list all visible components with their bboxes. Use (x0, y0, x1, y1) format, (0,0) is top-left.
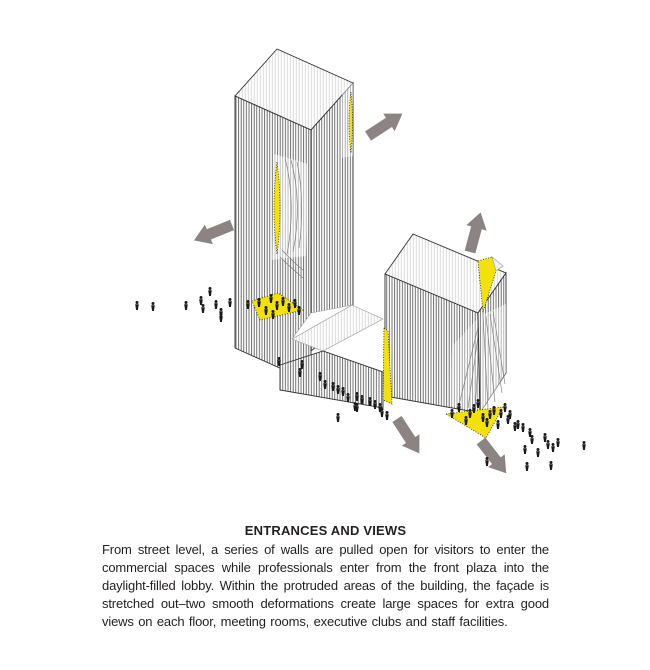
building-shapes (235, 49, 506, 438)
person-figure-icon (499, 409, 503, 418)
person-figure-icon (373, 400, 377, 409)
person-figure-icon (380, 408, 384, 417)
person-figure-icon (503, 403, 507, 412)
entrances-and-views-drawing (40, 16, 650, 536)
person-figure-icon (530, 435, 534, 444)
person-figure-icon (536, 448, 540, 457)
person-figure-icon (135, 301, 139, 310)
person-figure-icon (457, 403, 461, 412)
caption-body: From street level, a series of walls are pulled open for visitors to enter the commercial spaces while professionals enter from the front plaza into the daylight-filled lobby. Within the protruded areas of the building, the façade is stretched out–two smooth deformations create large spaces for extra good views on each floor, meeting rooms, executive clubs and staff facilities. (102, 542, 549, 629)
entrance-arrow-southeast-icon (473, 435, 515, 480)
person-figure-icon (199, 296, 203, 305)
view-arrow-northeast-icon (362, 105, 408, 145)
caption-block (102, 523, 549, 631)
person-figure-icon (516, 420, 520, 429)
axonometric-building-diagram (40, 16, 650, 536)
person-figure-icon (582, 441, 586, 450)
person-figure-icon (546, 440, 550, 449)
entrance-arrow-south-icon (388, 413, 428, 459)
caption-title: ENTRANCES AND VIEWS (244, 523, 407, 538)
person-figure-icon (549, 461, 553, 470)
person-figure-icon (336, 413, 340, 422)
person-figure-icon (521, 423, 525, 432)
person-figure-icon (551, 443, 555, 452)
person-figure-icon (543, 433, 547, 442)
person-figure-icon (485, 457, 489, 466)
person-figure-icon (496, 420, 500, 429)
person-figure-icon (214, 300, 218, 309)
person-figure-icon (523, 445, 527, 454)
person-figure-icon (219, 313, 223, 322)
view-arrow-west-icon (190, 215, 236, 250)
person-figure-icon (556, 438, 560, 447)
person-figure-icon (208, 287, 212, 296)
person-figure-icon (201, 304, 205, 313)
person-figure-icon (184, 301, 188, 310)
person-figure-icon (385, 411, 389, 420)
person-figure-icon (151, 302, 155, 311)
podium-front-facade (280, 351, 383, 408)
view-arrow-north-icon (460, 210, 491, 255)
person-figure-icon (228, 298, 232, 307)
person-figure-icon (525, 462, 529, 471)
